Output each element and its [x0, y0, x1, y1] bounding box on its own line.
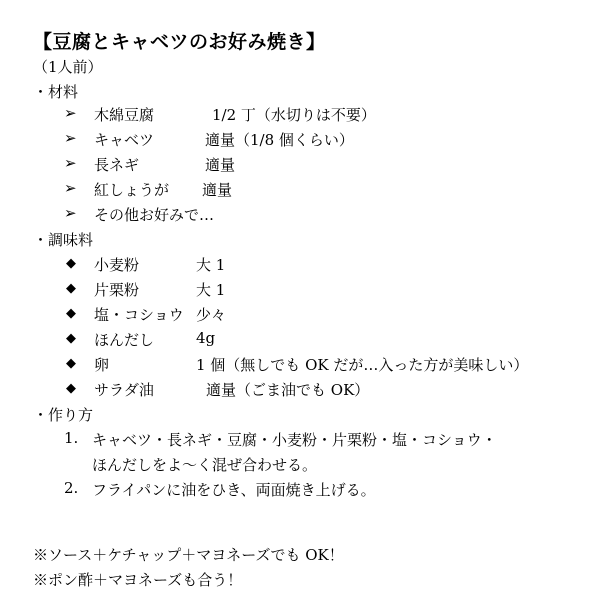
seasoning-amount: 適量（ごま油でも OK） — [206, 381, 370, 399]
arrow-bullet-icon: ➢ — [64, 154, 77, 172]
seasoning-amount: 大 1 — [196, 281, 226, 299]
ingredient-amount: 適量 — [205, 156, 236, 174]
seasoning-amount: 1 個（無しでも OK だが…入った方が美味しい） — [196, 356, 529, 374]
arrow-bullet-icon: ➢ — [64, 204, 77, 222]
seasoning-name: 片栗粉 — [94, 281, 140, 299]
seasoning-amount: 大 1 — [196, 256, 226, 274]
seasoning-amount: 4g — [196, 329, 216, 347]
seasoning-name: 卵 — [94, 356, 110, 374]
ingredients-heading: ・材料 — [33, 83, 79, 101]
seasoning-amount: 少々 — [196, 306, 227, 324]
note: ※ソース＋ケチャップ＋マヨネーズでも OK！ — [33, 546, 344, 564]
step-text: キャベツ・長ネギ・豆腐・小麦粉・片栗粉・塩・コショウ・ — [92, 431, 497, 449]
diamond-bullet-icon: ◆ — [66, 381, 76, 396]
ingredient-amount: 1/2 丁（水切りは不要） — [212, 106, 376, 124]
seasoning-name: サラダ油 — [94, 381, 154, 399]
steps-heading: ・作り方 — [33, 406, 94, 424]
ingredient-name: その他お好みで… — [94, 206, 215, 224]
servings: （1人前） — [33, 58, 103, 76]
ingredient-name: キャベツ — [94, 131, 155, 149]
ingredient-name: 長ネギ — [94, 156, 140, 174]
diamond-bullet-icon: ◆ — [66, 331, 76, 346]
arrow-bullet-icon: ➢ — [64, 129, 77, 147]
ingredient-amount: 適量（1/8 個くらい） — [205, 131, 354, 149]
step-number: 2. — [64, 479, 79, 497]
seasoning-name: 塩・コショウ — [94, 306, 184, 324]
diamond-bullet-icon: ◆ — [66, 306, 76, 321]
step-text: ほんだしをよ～く混ぜ合わせる。 — [92, 456, 318, 474]
ingredient-name: 紅しょうが — [94, 181, 170, 199]
seasonings-heading: ・調味料 — [33, 231, 94, 249]
step-number: 1. — [64, 429, 79, 447]
seasoning-name: ほんだし — [94, 331, 155, 349]
diamond-bullet-icon: ◆ — [66, 256, 76, 271]
recipe-title: 【豆腐とキャベツのお好み焼き】 — [33, 31, 326, 53]
step-text: フライパンに油をひき、両面焼き上げる。 — [92, 481, 376, 499]
ingredient-amount: 適量 — [202, 181, 233, 199]
note: ※ポン酢＋マヨネーズも合う！ — [33, 571, 243, 589]
diamond-bullet-icon: ◆ — [66, 281, 76, 296]
ingredient-name: 木綿豆腐 — [94, 106, 155, 124]
diamond-bullet-icon: ◆ — [66, 356, 76, 371]
arrow-bullet-icon: ➢ — [64, 104, 77, 122]
seasoning-name: 小麦粉 — [94, 256, 140, 274]
arrow-bullet-icon: ➢ — [64, 179, 77, 197]
